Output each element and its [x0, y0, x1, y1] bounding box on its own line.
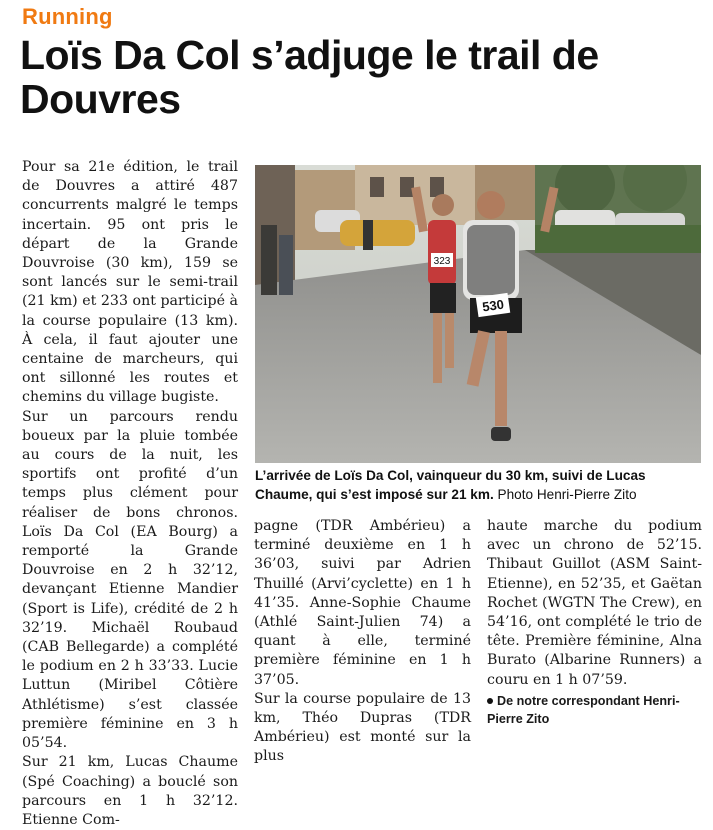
paragraph-results-30km: Sur un parcours rendu boueux par la pluie tombée au cours de la nuit, les sportifs ont profité d’un temps plus clément pour réaliser de bons chronos. Loïs Da Col (EA Bourg) a remporté la Grande Douvroise en 2 h 32’12, devançant Etienne Mandier (Sport is Life), crédité de 2 h 32’19. Michaël Roubaud (CAB Bellegarde) a complété le podium en 2 h 33’33. Lucie Luttun (Miribel Côtière Athlétisme) s’est classée première féminine en 3 h 05’54. [22, 408, 238, 752]
correspondent-byline [487, 692, 702, 728]
photo-caption [255, 466, 703, 504]
paragraph-intro: Pour sa 21e édition, le trail de Douvres a attiré 487 concurrents malgré le temps incertain. 95 ont pris le départ de la Grande Douvroise (30 km), 159 se sont lancés sur le semi-trail (21 km) et 233 ont participé à la course populaire (13 km). À cela, il faut ajouter une centaine de marcheurs, qui ont sillonné les routes et chemins du village bugiste. [22, 159, 238, 406]
headline: Loïs Da Col s’adjuge le trail de Douvres [20, 32, 599, 122]
bib-number-right: 530 [481, 296, 505, 315]
section-rubric: Running [22, 4, 113, 29]
article-column-2 [254, 517, 471, 767]
correspondent-text: De notre correspondant Henri-Pierre Zito [487, 693, 680, 726]
photo-illustration [255, 165, 701, 463]
paragraph-results-13km-cont: haute marche du podium avec un chrono de 52’15. Thibaut Guillot (ASM Saint-Etienne), en 52’35, et Gaëtan Rochet (WGTN The Crew), en 54’16, ont complété le trio de tête. Première féminine, Alna Burato (Albarine Runners) a couru en 1 h 07’59. [487, 518, 702, 688]
article-column-1 [22, 158, 238, 830]
race-finish-photo [255, 165, 701, 463]
paragraph-results-21km-cont: pagne (TDR Ambérieu) a terminé deuxième en 1 h 36’03, suivi par Adrien Thuillé (Arvi’cyclette) en 1 h 41’35. Anne-Sophie Chaume (Athlé Saint-Julien 74) a quant à elle, terminé première féminine en 1 h 37’05. [254, 518, 471, 688]
photo-credit: Photo Henri-Pierre Zito [497, 487, 637, 502]
article-column-3 [487, 517, 702, 728]
caption-text: L’arrivée de Loïs Da Col, vainqueur du 30 km, suivi de Lucas Chaume, qui s’est imposé sur 21 km. [255, 468, 646, 502]
paragraph-results-13km: Sur la course populaire de 13 km, Théo Dupras (TDR Ambérieu) est monté sur la plus [254, 690, 471, 765]
bib-number-left: 323 [433, 256, 451, 267]
bullet-icon [487, 698, 493, 704]
paragraph-results-21km: Sur 21 km, Lucas Chaume (Spé Coaching) a bouclé son parcours en 1 h 32’12. Etienne Com- [22, 754, 238, 828]
